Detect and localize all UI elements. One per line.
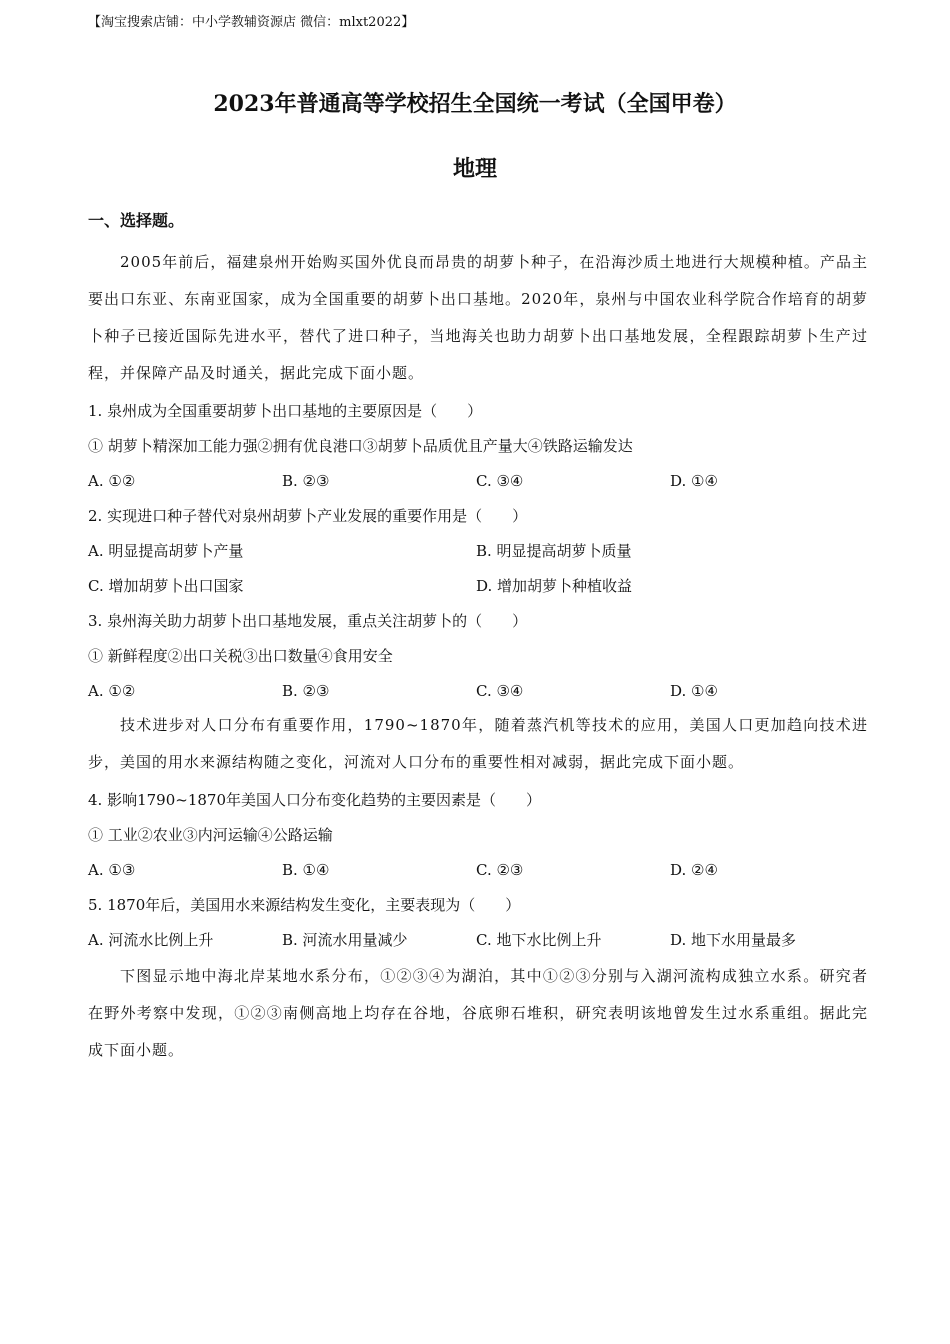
option-d[interactable]: D. 增加胡萝卜种植收益 (476, 577, 633, 595)
option-d[interactable]: D. ①④ (670, 472, 718, 490)
question-2-options-row-1 (88, 534, 868, 569)
option-a[interactable]: A. 河流水比例上升 (88, 931, 214, 949)
section-heading: 一、选择题。 (88, 211, 185, 230)
option-a[interactable]: A. ①③ (88, 861, 136, 879)
passage-2: 技术进步对人口分布有重要作用，1790~1870年，随着蒸汽机等技术的应用，美国人口更加趋向技术进步，美国的用水来源结构随之变化，河流对人口分布的重要性相对减弱，据此完成下面小题。 (88, 716, 868, 771)
question-1-options (88, 464, 868, 499)
option-b[interactable]: B. ②③ (282, 472, 330, 490)
exam-title: 2023年普通高等学校招生全国统一考试（全国甲卷） (213, 91, 737, 117)
question-3-items: ① 新鲜程度②出口关税③出口数量④食用安全 (88, 647, 393, 665)
question-5-options (88, 923, 868, 958)
option-a[interactable]: A. ①② (88, 682, 136, 700)
option-a[interactable]: A. ①② (88, 472, 136, 490)
question-1-stem: 1. 泉州成为全国重要胡萝卜出口基地的主要原因是（ ） (88, 402, 483, 420)
passage-3: 下图显示地中海北岸某地水系分布，①②③④为湖泊，其中①②③分别与入湖河流构成独立水系。研究者在野外考察中发现，①②③南侧高地上均存在谷地，谷底卵石堆积，研究表明该地曾发生过水系重组。据此完成下面小题。 (88, 967, 868, 1059)
option-d[interactable]: D. ②④ (670, 861, 718, 879)
question-4-stem: 4. 影响1790~1870年美国人口分布变化趋势的主要因素是（ ） (88, 791, 541, 809)
header-note: 【淘宝搜索店铺：中小学教辅资源店 微信：mlxt2022】 (88, 15, 415, 30)
option-c[interactable]: C. 地下水比例上升 (476, 931, 602, 949)
option-a[interactable]: A. 明显提高胡萝卜产量 (88, 542, 244, 560)
option-b[interactable]: B. ①④ (282, 861, 330, 879)
question-4-items: ① 工业②农业③内河运输④公路运输 (88, 826, 333, 844)
option-b[interactable]: B. 明显提高胡萝卜质量 (476, 542, 632, 560)
question-1-items: ① 胡萝卜精深加工能力强②拥有优良港口③胡萝卜品质优且产量大④铁路运输发达 (88, 437, 633, 455)
subject-title: 地理 (452, 156, 497, 182)
passage-1: 2005年前后，福建泉州开始购买国外优良而昂贵的胡萝卜种子，在沿海沙质土地进行大规模种植。产品主要出口东亚、东南亚国家，成为全国重要的胡萝卜出口基地。2020年，泉州与中国农业科学院合作培育的胡萝卜种子已接近国际先进水平，替代了进口种子，当地海关也助力胡萝卜出口基地发展，全程跟踪胡萝卜生产过程，并保障产品及时通关，据此完成下面小题。 (88, 253, 868, 382)
option-c[interactable]: C. ③④ (476, 682, 524, 700)
option-d[interactable]: D. ①④ (670, 682, 718, 700)
option-b[interactable]: B. 河流水用量减少 (282, 931, 408, 949)
option-c[interactable]: C. ②③ (476, 861, 524, 879)
option-b[interactable]: B. ②③ (282, 682, 330, 700)
question-3-stem: 3. 泉州海关助力胡萝卜出口基地发展，重点关注胡萝卜的（ ） (88, 612, 528, 630)
question-2-options-row-2 (88, 569, 868, 604)
exam-content (88, 244, 868, 1069)
question-2-stem: 2. 实现进口种子替代对泉州胡萝卜产业发展的重要作用是（ ） (88, 507, 528, 525)
option-d[interactable]: D. 地下水用量最多 (670, 931, 797, 949)
question-4-options (88, 853, 868, 888)
question-5-stem: 5. 1870年后，美国用水来源结构发生变化，主要表现为（ ） (88, 896, 521, 914)
question-3-options (88, 674, 868, 709)
option-c[interactable]: C. ③④ (476, 472, 524, 490)
option-c[interactable]: C. 增加胡萝卜出口国家 (88, 577, 244, 595)
